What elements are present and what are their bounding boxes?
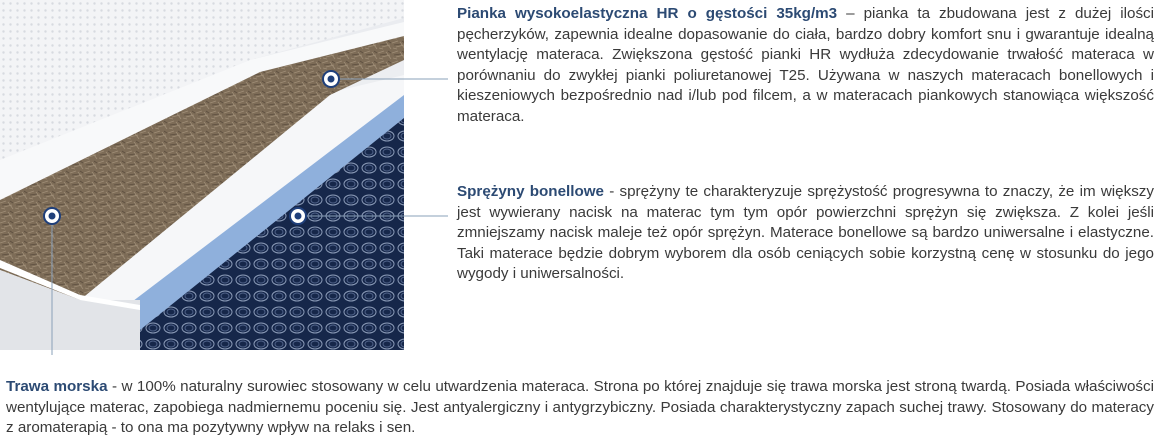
seagrass-term: Trawa morska <box>6 378 108 395</box>
foam-separator: – <box>837 5 864 22</box>
springs-separator: - <box>604 183 620 200</box>
springs-text: sprężyny te charakteryzuje sprężystość progresywna to znaczy, że im większy jest wywierany nacisk na materac tym tym opór powierzchni sprężyn się zwiększa. Z kolei jeśli zmniejszamy nacisk maleje też opór sprężyn. Materace bonellowe są bardzo uniwersalne i elastyczne. Taki materace będzie dobrym wyborem dla osób ceniących sobie korzystną cenę w stosunku do jego wygody i uniwersalności. <box>457 183 1154 282</box>
foam-term: Pianka wysokoelastyczna HR o gęstości 35kg/m3 <box>457 5 838 22</box>
seagrass-text: w 100% naturalny surowiec stosowany w celu utwardzenia materaca. Strona po której znajduje się trawa morska jest stroną twardą. Posiada właściwości wentylujące materac, zapobiega nadmiernemu poceniu się. Jest antyalergiczny i antygrzybiczny. Posiada charakterystyczny zapach suchej trawy. Stosowany do materacy z aromaterapią - to ona ma pozytywny wpływ na relaks i sen. <box>6 378 1154 436</box>
mattress-cross-section <box>0 0 404 350</box>
seagrass-description <box>6 377 1154 439</box>
foam-description <box>457 4 1154 127</box>
springs-term: Sprężyny bonellowe <box>457 183 604 200</box>
foam-text: pianka ta zbudowana jest z dużej ilości pęcherzyków, zapewnia idealne dopasowanie do ciała, bardzo dobry komfort snu i gwarantuje idealną wentylację materaca. Zwiększona gęstość pianki HR wydłuża zdecydowanie trwałość materaca w porównaniu do zwykłej pianki poliuretanowej T25. Używana w naszych materacach bonellowych i kieszeniowych bezpośrednio nad i/lub pod filcem, a w materacach piankowych stanowiąca większość materaca. <box>457 5 1155 125</box>
springs-description <box>457 182 1154 285</box>
seagrass-separator: - <box>107 378 122 395</box>
